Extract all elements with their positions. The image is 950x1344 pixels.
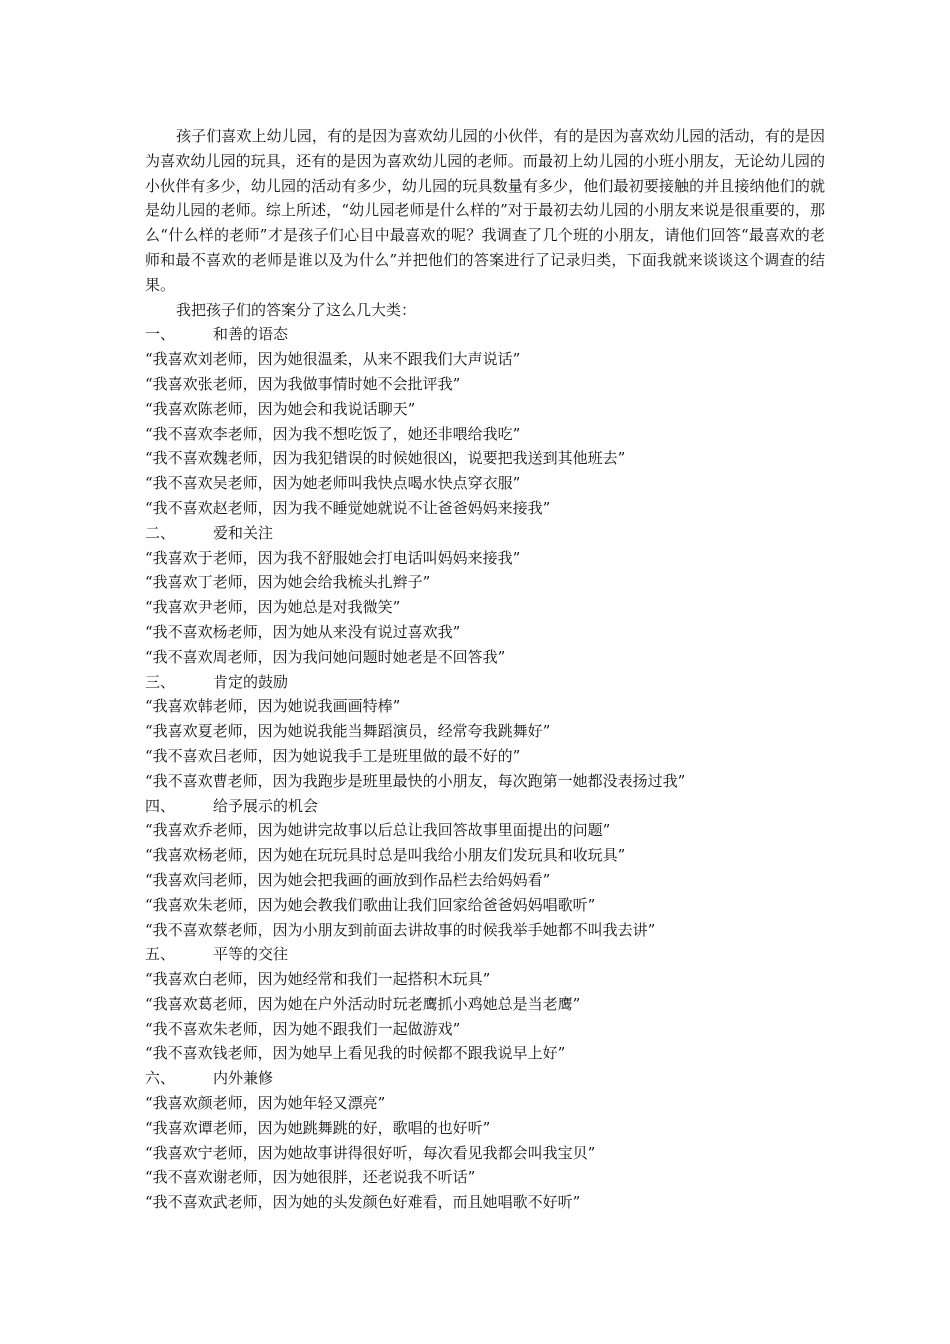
quote-line: “我不喜欢魏老师，因为我犯错误的时候她很凶，说要把我送到其他班去” bbox=[145, 449, 626, 468]
intro-line: 我把孩子们的答案分了这么几大类： bbox=[176, 300, 417, 319]
section-title: 爱和关注 bbox=[213, 523, 274, 542]
quote-line: “我不喜欢谢老师，因为她很胖，还老说我不听话” bbox=[145, 1168, 476, 1187]
quote-line: “我喜欢杨老师，因为她在玩玩具时总是叫我给小朋友们发玩具和收玩具” bbox=[145, 846, 626, 865]
quote-line: “我喜欢谭老师，因为她跳舞跳的好，歌唱的也好听” bbox=[145, 1118, 491, 1137]
section-heading bbox=[145, 1066, 825, 1091]
quote-line: “我喜欢闫老师，因为她会把我画的画放到作品栏去给妈妈看” bbox=[145, 870, 551, 889]
section-number: 三、 bbox=[145, 672, 176, 691]
quote-line: “我喜欢韩老师，因为她说我画画特棒” bbox=[145, 697, 401, 716]
quote-line: “我喜欢张老师，因为我做事情时她不会批评我” bbox=[145, 374, 461, 393]
quote-line: “我不喜欢蔡老师，因为小朋友到前面去讲故事的时候我举手她都不叫我去讲” bbox=[145, 920, 656, 939]
section-heading bbox=[145, 942, 825, 967]
section-number: 五、 bbox=[145, 945, 176, 964]
quote-line: “我喜欢葛老师，因为她在户外活动时玩老鹰抓小鸡她总是当老鹰” bbox=[145, 994, 581, 1013]
quote-line: “我不喜欢吴老师，因为她老师叫我快点喝水快点穿衣服” bbox=[145, 474, 521, 493]
quote-line: “我不喜欢朱老师，因为她不跟我们一起做游戏” bbox=[145, 1019, 461, 1038]
section-number: 一、 bbox=[145, 325, 176, 344]
opening-paragraph: 孩子们喜欢上幼儿园，有的是因为喜欢幼儿园的小伙伴，有的是因为喜欢幼儿园的活动，有的是因为喜欢幼儿园的玩具，还有的是因为喜欢幼儿园的老师。而最初上幼儿园的小班小朋友，无论幼儿园的小伙伴有多少，幼儿园的活动有多少，幼儿园的玩具数量有多少，他们最初要接触的并且接纳他们的就是幼儿园的老师。综上所述，“幼儿园老师是什么样的”对于最初去幼儿园的小朋友来说是很重要的，那么“什么样的老师”才是孩子们心目中最喜欢的呢？我调查了几个班的小朋友，请他们回答“最喜欢的老师和最不喜欢的老师是谁以及为什么”并把他们的答案进行了记录归类，下面我就来谈谈这个调查的结果。 bbox=[145, 127, 825, 294]
quote-line: “我喜欢颜老师，因为她年轻又漂亮” bbox=[145, 1094, 386, 1113]
section-number: 四、 bbox=[145, 796, 176, 815]
section-heading bbox=[145, 794, 825, 819]
quote-line: “我喜欢夏老师，因为她说我能当舞蹈演员，经常夸我跳舞好” bbox=[145, 722, 551, 741]
quote-line: “我不喜欢周老师，因为我问她问题时她老是不回答我” bbox=[145, 647, 506, 666]
quote-line: “我喜欢尹老师，因为她总是对我微笑” bbox=[145, 598, 401, 617]
section-number: 六、 bbox=[145, 1069, 176, 1088]
section-number: 二、 bbox=[145, 523, 176, 542]
section-title: 和善的语态 bbox=[213, 325, 289, 344]
section-heading bbox=[145, 521, 825, 546]
quote-line: “我不喜欢钱老师，因为她早上看见我的时候都不跟我说早上好” bbox=[145, 1044, 566, 1063]
quote-line: “我喜欢白老师，因为她经常和我们一起搭积木玩具” bbox=[145, 970, 491, 989]
quote-line: “我喜欢丁老师，因为她会给我梳头扎辫子” bbox=[145, 573, 431, 592]
quote-line: “我不喜欢赵老师，因为我不睡觉她就说不让爸爸妈妈来接我” bbox=[145, 498, 551, 517]
section-title: 给予展示的机会 bbox=[213, 796, 319, 815]
quote-line: “我不喜欢杨老师，因为她从来没有说过喜欢我” bbox=[145, 622, 461, 641]
quote-line: “我喜欢刘老师，因为她很温柔，从来不跟我们大声说话” bbox=[145, 350, 521, 369]
quote-line: “我不喜欢李老师，因为我不想吃饭了，她还非喂给我吃” bbox=[145, 424, 521, 443]
section-title: 内外兼修 bbox=[213, 1069, 274, 1088]
section-title: 平等的交往 bbox=[213, 945, 289, 964]
section-heading bbox=[145, 322, 825, 347]
quote-line: “我喜欢于老师，因为我不舒服她会打电话叫妈妈来接我” bbox=[145, 548, 521, 567]
section-title: 肯定的鼓励 bbox=[213, 672, 289, 691]
sections-list bbox=[145, 322, 825, 1215]
quote-line: “我不喜欢武老师，因为她的头发颜色好难看，而且她唱歌不好听” bbox=[145, 1193, 581, 1212]
quote-line: “我不喜欢曹老师，因为我跑步是班里最快的小朋友，每次跑第一她都没表扬过我” bbox=[145, 771, 686, 790]
quote-line: “我不喜欢吕老师，因为她说我手工是班里做的最不好的” bbox=[145, 746, 521, 765]
quote-line: “我喜欢乔老师，因为她讲完故事以后总让我回答故事里面提出的问题” bbox=[145, 821, 611, 840]
quote-line: “我喜欢朱老师，因为她会教我们歌曲让我们回家给爸爸妈妈唱歌听” bbox=[145, 895, 596, 914]
quote-line: “我喜欢陈老师，因为她会和我说话聊天” bbox=[145, 399, 416, 418]
section-heading bbox=[145, 670, 825, 695]
quote-line: “我喜欢宁老师，因为她故事讲得很好听，每次看见我都会叫我宝贝” bbox=[145, 1143, 596, 1162]
document-body bbox=[145, 124, 825, 1215]
